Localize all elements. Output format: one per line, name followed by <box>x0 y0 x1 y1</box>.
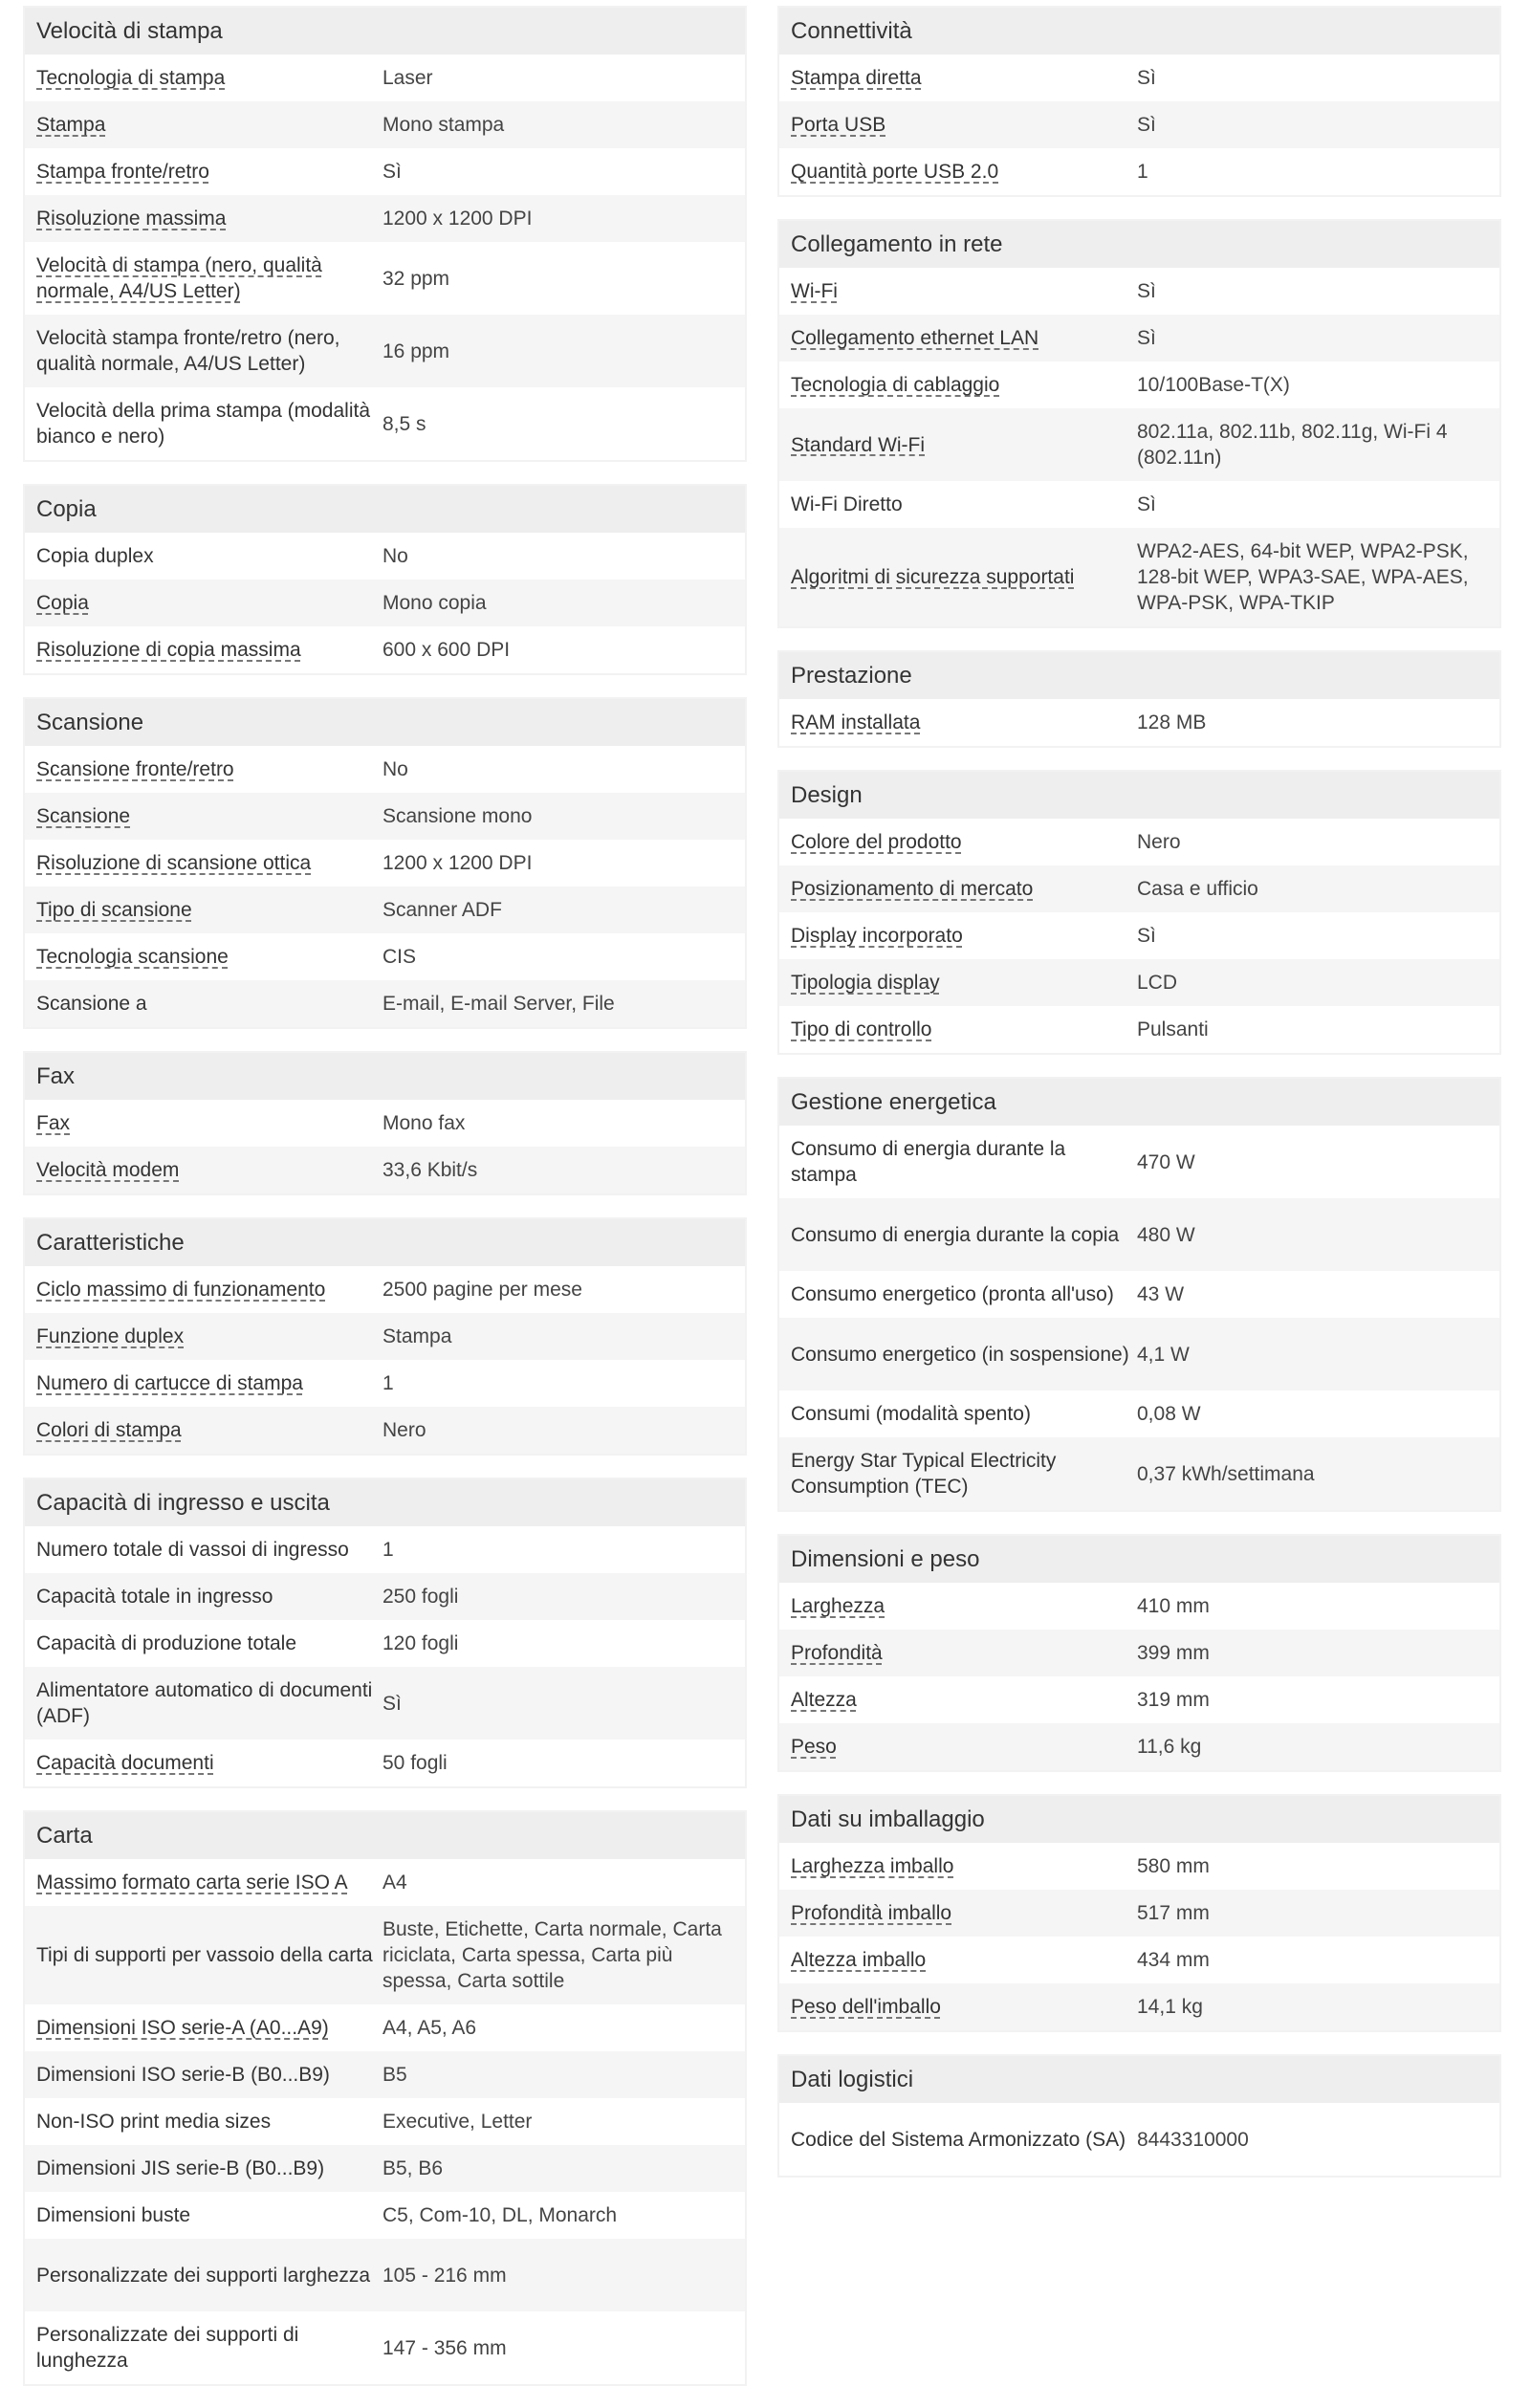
spec-row <box>779 1006 1499 1053</box>
spec-row <box>25 1100 745 1147</box>
spec-value: Scanner ADF <box>382 899 502 921</box>
spec-row <box>25 1313 745 1360</box>
spec-row <box>779 1723 1499 1770</box>
spec-row <box>25 195 745 242</box>
section-title: Design <box>779 772 1499 819</box>
spec-label-glossary-link[interactable]: Wi-Fi <box>791 280 838 302</box>
spec-row <box>25 580 745 626</box>
spec-row <box>779 699 1499 746</box>
spec-value: Laser <box>382 67 433 89</box>
spec-row <box>779 1198 1499 1271</box>
spec-row <box>25 1407 745 1454</box>
spec-row <box>779 1676 1499 1723</box>
spec-label-glossary-link[interactable]: Tecnologia scansione <box>36 946 229 968</box>
spec-row <box>779 959 1499 1006</box>
spec-value: A4, A5, A6 <box>382 2017 477 2039</box>
spec-value: Sì <box>382 1692 402 1715</box>
spec-label-glossary-link[interactable]: Velocità modem <box>36 1159 180 1181</box>
spec-value: 1 <box>382 1372 394 1394</box>
spec-section-caratteristiche <box>23 1217 747 1456</box>
spec-row <box>25 933 745 980</box>
spec-value: Mono stampa <box>382 114 505 136</box>
spec-value: 50 fogli <box>382 1752 448 1774</box>
spec-label-glossary-link[interactable]: Dimensioni ISO serie-A (A0...A9) <box>36 2017 329 2039</box>
spec-label-glossary-link[interactable]: Altezza <box>791 1689 857 1711</box>
spec-label: Alimentatore automatico di documenti (ADF) <box>36 1679 373 1727</box>
spec-value: CIS <box>382 946 417 968</box>
spec-value: 4,1 W <box>1137 1343 1190 1366</box>
spec-row <box>25 980 745 1027</box>
spec-value: 470 W <box>1137 1150 1195 1173</box>
spec-row <box>779 1583 1499 1630</box>
spec-value: 480 W <box>1137 1223 1195 1246</box>
spec-row <box>25 1859 745 1906</box>
spec-row <box>25 746 745 793</box>
spec-value: 14,1 kg <box>1137 1996 1203 2018</box>
spec-value: 434 mm <box>1137 1949 1210 1971</box>
spec-row <box>779 315 1499 361</box>
spec-value: 0,08 W <box>1137 1403 1201 1425</box>
section-title: Gestione energetica <box>779 1079 1499 1126</box>
spec-value: 16 ppm <box>382 339 450 362</box>
spec-value: 33,6 Kbit/s <box>382 1159 478 1181</box>
spec-value: WPA2-AES, 64-bit WEP, WPA2-PSK, 128-bit WEP, WPA3-SAE, WPA-AES, WPA-PSK, WPA-TKIP <box>1137 540 1469 614</box>
spec-label: Capacità di produzione totale <box>36 1632 297 1654</box>
spec-value: 580 mm <box>1137 1855 1210 1877</box>
spec-label: Capacità totale in ingresso <box>36 1586 273 1608</box>
spec-row <box>779 1630 1499 1676</box>
spec-section-dati-su-imballaggio <box>777 1794 1501 2032</box>
spec-section-collegamento-in-rete <box>777 219 1501 628</box>
spec-label: Personalizzate dei supporti larghezza <box>36 2264 371 2287</box>
spec-value: 43 W <box>1137 1283 1185 1305</box>
spec-row <box>25 2145 745 2192</box>
spec-label-glossary-link[interactable]: Profondità imballo <box>791 1902 952 1924</box>
spec-section-connettivita <box>777 6 1501 197</box>
spec-value: Buste, Etichette, Carta normale, Carta riciclata, Carta spessa, Carta più spessa, Carta sottile <box>382 1918 722 1992</box>
section-title: Dati logistici <box>779 2056 1499 2103</box>
spec-label-glossary-link[interactable]: Altezza imballo <box>791 1949 927 1971</box>
spec-value: Sì <box>1137 280 1156 302</box>
spec-row <box>25 1906 745 2004</box>
spec-label-glossary-link[interactable]: Standard Wi-Fi <box>791 433 926 456</box>
spec-label: Energy Star Typical Electricity Consumption (TEC) <box>791 1450 1057 1498</box>
spec-row <box>779 361 1499 408</box>
spec-row <box>25 2051 745 2098</box>
spec-row <box>25 793 745 840</box>
spec-row <box>779 528 1499 626</box>
left-spec-column <box>23 6 747 2408</box>
spec-label-glossary-link[interactable]: Colore del prodotto <box>791 831 962 853</box>
spec-row <box>25 2239 745 2311</box>
spec-value: 1200 x 1200 DPI <box>382 852 533 874</box>
spec-label: Tipi di supporti per vassoio della carta <box>36 1944 373 1966</box>
spec-row <box>779 1126 1499 1198</box>
spec-row <box>779 1843 1499 1890</box>
spec-label: Wi-Fi Diretto <box>791 493 903 515</box>
spec-label: Dimensioni buste <box>36 2204 191 2226</box>
spec-value: Sì <box>1137 327 1156 349</box>
spec-row <box>779 1937 1499 1983</box>
spec-value: 11,6 kg <box>1137 1736 1202 1758</box>
spec-row <box>25 1573 745 1620</box>
section-title: Velocità di stampa <box>25 8 745 55</box>
spec-row <box>779 55 1499 101</box>
section-title: Scansione <box>25 699 745 746</box>
spec-value: LCD <box>1137 972 1178 994</box>
spec-row <box>25 840 745 887</box>
spec-value: C5, Com-10, DL, Monarch <box>382 2204 618 2226</box>
spec-label-glossary-link[interactable]: Stampa fronte/retro <box>36 161 209 183</box>
spec-row <box>779 1271 1499 1318</box>
spec-row <box>779 1318 1499 1390</box>
spec-label-glossary-link[interactable]: Stampa <box>36 114 106 136</box>
spec-label-glossary-link[interactable]: Larghezza <box>791 1595 885 1617</box>
spec-label-glossary-link[interactable]: Collegamento ethernet LAN <box>791 327 1039 349</box>
spec-label-glossary-link[interactable]: Larghezza imballo <box>791 1855 954 1877</box>
spec-label: Consumo energetico (in sospensione) <box>791 1343 1129 1366</box>
section-title: Fax <box>25 1053 745 1100</box>
spec-section-fax <box>23 1051 747 1195</box>
spec-section-prestazione <box>777 650 1501 748</box>
spec-value: A4 <box>382 1872 407 1894</box>
spec-value: Sì <box>382 161 402 183</box>
spec-section-scansione <box>23 697 747 1029</box>
spec-label-glossary-link[interactable]: Tipologia display <box>791 972 940 994</box>
spec-row <box>25 1667 745 1740</box>
spec-label: Non-ISO print media sizes <box>36 2111 272 2133</box>
spec-value: Stampa <box>382 1325 452 1347</box>
spec-label: Numero totale di vassoi di ingresso <box>36 1539 349 1561</box>
spec-value: No <box>382 758 408 780</box>
spec-label-glossary-link[interactable]: Scansione fronte/retro <box>36 758 234 780</box>
spec-label-glossary-link[interactable]: Risoluzione di copia massima <box>36 639 301 661</box>
spec-value: 128 MB <box>1137 711 1207 733</box>
spec-value: 1 <box>382 1539 394 1561</box>
spec-value: 250 fogli <box>382 1586 459 1608</box>
section-title: Dati su imballaggio <box>779 1796 1499 1843</box>
spec-label: Consumo di energia durante la copia <box>791 1223 1120 1246</box>
spec-label-glossary-link[interactable]: Scansione <box>36 805 131 827</box>
spec-value: 120 fogli <box>382 1632 459 1654</box>
spec-section-capacita-di-ingresso-e-uscita <box>23 1478 747 1788</box>
spec-label-glossary-link[interactable]: Colori di stampa <box>36 1419 182 1441</box>
spec-value: Sì <box>1137 67 1156 89</box>
spec-section-gestione-energetica <box>777 1077 1501 1512</box>
spec-row <box>25 1620 745 1667</box>
spec-value: Sì <box>1137 114 1156 136</box>
right-spec-column <box>777 6 1501 2200</box>
spec-row <box>25 1740 745 1786</box>
spec-label: Consumo energetico (pronta all'uso) <box>791 1283 1114 1305</box>
spec-row <box>779 1437 1499 1510</box>
spec-section-dati-logistici <box>777 2054 1501 2178</box>
spec-value: 399 mm <box>1137 1642 1210 1664</box>
spec-value: 802.11a, 802.11b, 802.11g, Wi-Fi 4 (802.11n) <box>1137 421 1448 469</box>
spec-row <box>25 1526 745 1573</box>
spec-value: 8443310000 <box>1137 2128 1249 2151</box>
spec-row <box>25 1266 745 1313</box>
spec-row <box>25 101 745 148</box>
spec-row <box>25 315 745 387</box>
spec-label-glossary-link[interactable]: Numero di cartucce di stampa <box>36 1372 303 1394</box>
spec-value: 2500 pagine per mese <box>382 1279 582 1301</box>
spec-row <box>25 887 745 933</box>
spec-row <box>25 2004 745 2051</box>
spec-label: Consumi (modalità spento) <box>791 1403 1031 1425</box>
spec-value: Pulsanti <box>1137 1018 1209 1040</box>
spec-value: 1200 x 1200 DPI <box>382 208 533 230</box>
spec-row <box>25 2311 745 2384</box>
spec-value: 517 mm <box>1137 1902 1210 1924</box>
spec-label-glossary-link[interactable]: Funzione duplex <box>36 1325 185 1347</box>
spec-label: Velocità della prima stampa (modalità bianco e nero) <box>36 400 371 448</box>
spec-value: No <box>382 545 408 567</box>
spec-row <box>25 2192 745 2239</box>
spec-label-glossary-link[interactable]: Tipo di controllo <box>791 1018 932 1040</box>
spec-label-glossary-link[interactable]: Tipo di scansione <box>36 899 192 921</box>
spec-label-glossary-link[interactable]: Velocità di stampa (nero, qualità normale, A4/US Letter) <box>36 254 322 302</box>
spec-row <box>25 1360 745 1407</box>
spec-value: 319 mm <box>1137 1689 1210 1711</box>
spec-row <box>25 626 745 673</box>
section-title: Copia <box>25 486 745 533</box>
spec-label-glossary-link[interactable]: Peso dell'imballo <box>791 1996 941 2018</box>
spec-row <box>779 865 1499 912</box>
spec-row <box>25 148 745 195</box>
spec-label-glossary-link[interactable]: Tecnologia di cablaggio <box>791 374 1000 396</box>
spec-row <box>25 2098 745 2145</box>
spec-value: Sì <box>1137 493 1156 515</box>
spec-section-copia <box>23 484 747 675</box>
spec-value: 600 x 600 DPI <box>382 639 511 661</box>
spec-label: Codice del Sistema Armonizzato (SA) <box>791 2128 1126 2151</box>
spec-label-glossary-link[interactable]: Profondità <box>791 1642 883 1664</box>
section-title: Prestazione <box>779 652 1499 699</box>
spec-value: Scansione mono <box>382 805 533 827</box>
spec-value: E-mail, E-mail Server, File <box>382 993 615 1015</box>
spec-label-glossary-link[interactable]: Quantità porte USB 2.0 <box>791 161 999 183</box>
spec-label: Personalizzate dei supporti di lunghezza <box>36 2324 299 2372</box>
spec-row <box>779 2103 1499 2176</box>
section-title: Connettività <box>779 8 1499 55</box>
spec-row <box>25 55 745 101</box>
spec-section-design <box>777 770 1501 1055</box>
spec-row <box>25 1147 745 1193</box>
spec-row <box>779 101 1499 148</box>
spec-label-glossary-link[interactable]: Peso <box>791 1736 837 1758</box>
spec-row <box>779 148 1499 195</box>
spec-section-velocita-di-stampa <box>23 6 747 462</box>
spec-label-glossary-link[interactable]: Risoluzione di scansione ottica <box>36 852 312 874</box>
spec-label-glossary-link[interactable]: Copia <box>36 592 89 614</box>
spec-section-carta <box>23 1810 747 2386</box>
spec-value: B5, B6 <box>382 2157 444 2179</box>
spec-row <box>779 819 1499 865</box>
spec-label-glossary-link[interactable]: Ciclo massimo di funzionamento <box>36 1279 326 1301</box>
spec-value: Mono fax <box>382 1112 466 1134</box>
spec-label: Velocità stampa fronte/retro (nero, qualità normale, A4/US Letter) <box>36 327 340 375</box>
spec-value: 147 - 356 mm <box>382 2336 507 2359</box>
spec-value: 8,5 s <box>382 412 426 435</box>
spec-label: Dimensioni ISO serie-B (B0...B9) <box>36 2064 330 2086</box>
spec-label-glossary-link[interactable]: Fax <box>36 1112 71 1134</box>
spec-value: 105 - 216 mm <box>382 2264 507 2287</box>
spec-value: 10/100Base-T(X) <box>1137 374 1290 396</box>
spec-section-dimensioni-e-peso <box>777 1534 1501 1772</box>
spec-label-glossary-link[interactable]: Posizionamento di mercato <box>791 878 1034 900</box>
spec-value: 1 <box>1137 161 1148 183</box>
spec-row <box>25 242 745 315</box>
section-title: Capacità di ingresso e uscita <box>25 1479 745 1526</box>
spec-value: Mono copia <box>382 592 487 614</box>
spec-row <box>779 268 1499 315</box>
spec-row <box>779 912 1499 959</box>
spec-label-glossary-link[interactable]: Display incorporato <box>791 925 963 947</box>
spec-label: Dimensioni JIS serie-B (B0...B9) <box>36 2157 325 2179</box>
spec-row <box>779 408 1499 481</box>
spec-label: Copia duplex <box>36 545 154 567</box>
section-title: Dimensioni e peso <box>779 1536 1499 1583</box>
spec-label-glossary-link[interactable]: Massimo formato carta serie ISO A <box>36 1872 348 1894</box>
spec-value: B5 <box>382 2064 407 2086</box>
spec-row <box>779 1890 1499 1937</box>
section-title: Collegamento in rete <box>779 221 1499 268</box>
spec-row <box>779 1390 1499 1437</box>
spec-value: 0,37 kWh/settimana <box>1137 1462 1315 1485</box>
spec-label: Consumo di energia durante la stampa <box>791 1138 1066 1186</box>
spec-value: Executive, Letter <box>382 2111 533 2133</box>
spec-value: Nero <box>382 1419 426 1441</box>
spec-label-glossary-link[interactable]: Risoluzione massima <box>36 208 227 230</box>
spec-value: Casa e ufficio <box>1137 878 1258 900</box>
spec-value: Nero <box>1137 831 1181 853</box>
section-title: Carta <box>25 1812 745 1859</box>
spec-label-glossary-link[interactable]: Capacità documenti <box>36 1752 214 1774</box>
spec-value: 32 ppm <box>382 267 450 290</box>
spec-label-glossary-link[interactable]: Porta USB <box>791 114 886 136</box>
spec-row <box>779 481 1499 528</box>
spec-row <box>25 387 745 460</box>
spec-value: Sì <box>1137 925 1156 947</box>
spec-label-glossary-link[interactable]: Stampa diretta <box>791 67 922 89</box>
spec-label-glossary-link[interactable]: Tecnologia di stampa <box>36 67 226 89</box>
spec-row <box>779 1983 1499 2030</box>
spec-value: 410 mm <box>1137 1595 1210 1617</box>
spec-label: Scansione a <box>36 993 147 1015</box>
spec-label-glossary-link[interactable]: RAM installata <box>791 711 921 733</box>
spec-row <box>25 533 745 580</box>
section-title: Caratteristiche <box>25 1219 745 1266</box>
spec-label-glossary-link[interactable]: Algoritmi di sicurezza supportati <box>791 566 1075 588</box>
